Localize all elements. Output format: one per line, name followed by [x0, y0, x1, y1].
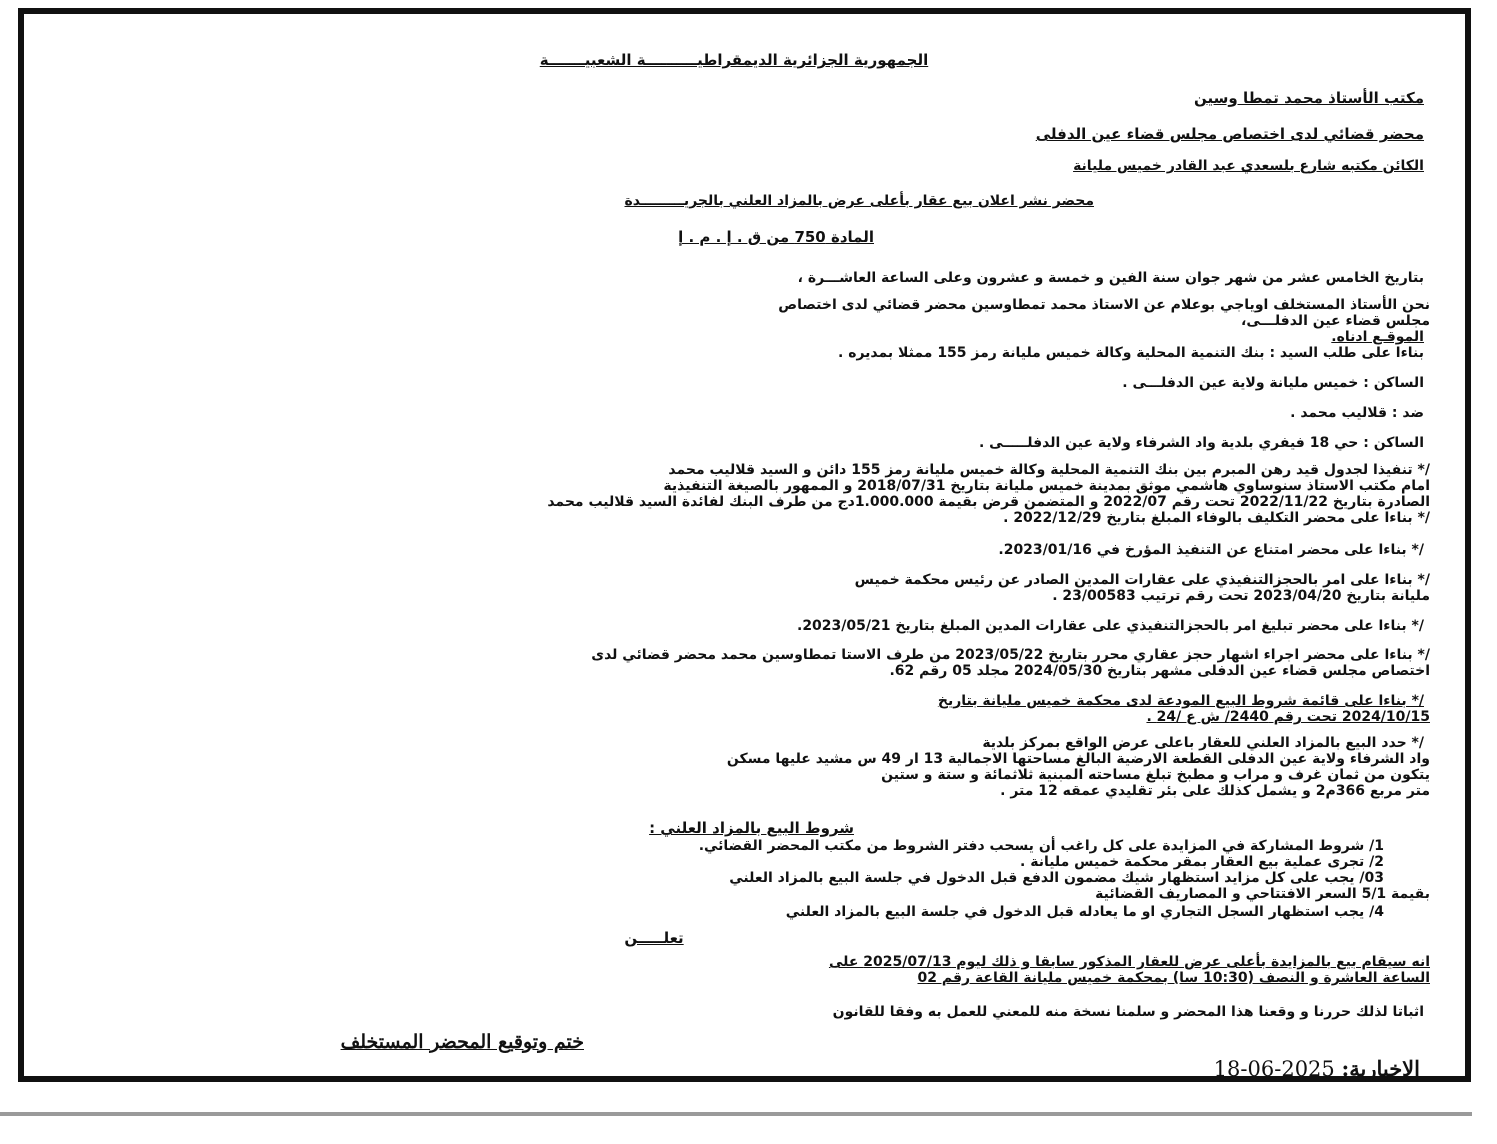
paragraph-mortgage-line3: الصادرة بتاريخ 2022/11/22 تحت رقم 2022/07 و المتضمن قرض بقيمة 1.000.000دج من طرف البنك لفائدة السيد قلاليب محمد: [547, 494, 1430, 510]
paragraph-refusal: /* بناءا على محضر امتناع عن التنفيذ المؤرخ في 2023/01/16.: [998, 542, 1424, 558]
notice-frame: [18, 8, 1471, 1082]
paragraph-mortgage-line1: /* تنفيذا لجدول قيد رهن المبرم بين بنك التنمية المحلية وكالة خميس مليانة رمز 155 دائن و السيد قلاليب محمد: [668, 462, 1430, 478]
paragraph-against: ضد : قلاليب محمد .: [1290, 405, 1424, 421]
legal-notice-document: [64, 42, 1434, 1053]
paragraph-conditions-list-line2: 2024/10/15 تحت رقم 2440/ ش ع /24 .: [1146, 709, 1430, 725]
paragraph-requester-address: الساكن : خميس مليانة ولاية عين الدفلـــى .: [1122, 375, 1424, 391]
publication-date-line: [1214, 1056, 1420, 1081]
paragraph-conditions-list-line1: /* بناءا على قائمة شروط البيع المودعة لدى محكمة خميس مليانة بتاريخ: [937, 693, 1424, 709]
paragraph-mortgage-line4: /* بناءا على محضر التكليف بالوفاء المبلغ بتاريخ 2022/12/29 .: [1003, 510, 1430, 526]
bailiff-signature: ختم وتوقيع المحضر المستخلف: [340, 1031, 584, 1053]
paragraph-publication-line1: /* بناءا على محضر اجراء اشهار حجز عقاري محرر بتاريخ 2023/05/22 من طرف الاستا تمطاوسين محمد محضر قضائي لدى: [591, 647, 1430, 663]
paragraph-debtor-address: الساكن : حي 18 فيفري بلدية واد الشرفاء ولاية عين الدفلـــــى .: [978, 435, 1424, 451]
paragraph-seizure-notice: /* بناءا على محضر تبليغ امر بالحجزالتنفيذي على عقارات المدين المبلغ بتاريخ 2023/05/21.: [796, 618, 1424, 634]
condition-1: 1/ شروط المشاركة في المزايدة على كل راغب أن يسحب دفتر الشروط من مكتب المحضر القضائي.: [698, 838, 1384, 854]
office-name: مكتب الأستاذ محمد تمطا وسين: [1194, 89, 1424, 107]
paragraph-bailiff-line3: الموقـع ادناه.: [1331, 329, 1424, 345]
condition-3: 03/ يجب على كل مزايد استظهار شيك مضمون الدفع قبل الدخول في جلسة البيع بالمزاد العلني: [729, 870, 1384, 886]
announcement-title: تعلـــــن: [624, 929, 684, 947]
bottom-divider: [0, 1112, 1472, 1116]
paragraph-date: بتاريخ الخامس عشر من شهر جوان سنة الفين و خمسة و عشرون وعلى الساعة العاشـــرة ،: [797, 270, 1424, 286]
paragraph-property-line2: واد الشرفاء ولاية عين الدفلى القطعة الارضية البالغ مساحتها الاجمالية 13 ار 49 س مشيد عليها مسكن: [726, 751, 1430, 767]
paragraph-seizure-order-line1: /* بناءا على امر بالحجزالتنفيذي على عقارات المدين الصادر عن رئيس محكمة خميس: [854, 572, 1430, 588]
condition-3-amount: بقيمة 5/1 السعر الافتتاحي و المصاريف القضائية: [1095, 886, 1430, 902]
paragraph-publication-line2: اختصاص مجلس قضاء عين الدفلى مشهر بتاريخ 2024/05/30 مجلد 05 رقم 62.: [889, 663, 1430, 679]
paragraph-property-line4: متر مربع 366م2 و يشمل كذلك على بئر تقليدي عمقه 12 متر .: [1000, 783, 1430, 799]
paragraph-seizure-order-line2: مليانة بتاريخ 2023/04/20 تحت رقم ترتيب 23/00583 .: [1052, 588, 1430, 604]
paragraph-requester: بناءا على طلب السيد : بنك التنمية المحلية وكالة خميس مليانة رمز 155 ممثلا بمديره .: [838, 345, 1424, 361]
article-reference: المادة 750 من ق . إ . م . إ: [678, 228, 874, 246]
condition-2: 2/ تجرى عملية بيع العقار بمقر محكمة خميس مليانة .: [1020, 854, 1384, 870]
paragraph-property-line1: /* حدد البيع بالمزاد العلني للعقار باعلى عرض الواقع بمركز بلدية: [982, 735, 1424, 751]
bailiff-title: محضر قضائي لدى اختصاص مجلس قضاء عين الدفلى: [1035, 125, 1424, 143]
announcement-line2: الساعة العاشرة و النصف (10:30 سا) بمحكمة خميس مليانة القاعة رقم 02: [917, 970, 1430, 986]
publication-label: الإخبارية:: [1341, 1056, 1420, 1081]
republic-heading: الجمهورية الجزائرية الديمقراطيــــــــــة الشعبيـــــــة: [539, 51, 929, 69]
publication-date: 2025-06-18: [1213, 1057, 1335, 1081]
paragraph-property-line3: يتكون من ثمان غرف و مراب و مطبخ تبلغ مساحته المبنية ثلاثمائة و ستة و ستين: [881, 767, 1430, 783]
closing-statement: اثباتا لذلك حررنا و وقعنا هذا المحضر و سلمنا نسخة منه للمعني للعمل به وفقا للقانون: [832, 1004, 1424, 1020]
paragraph-bailiff-line1: نحن الأستاذ المستخلف اوياجي بوعلام عن الاستاذ محمد تمطاوسين محضر قضائي لدى اختصاص: [778, 297, 1430, 313]
office-address: الكائن مكتبه شارع بلسعدي عبد القادر خميس مليانة: [1073, 158, 1424, 174]
minutes-title: محضر نشر اعلان بيع عقار بأعلى عرض بالمزاد العلني بالجريـــــــــدة: [624, 193, 1094, 209]
paragraph-mortgage-line2: امام مكتب الاستاذ سنوساوي هاشمي موثق بمدينة خميس مليانة بتاريخ 2018/07/31 و الممهور بالصيغة التنفيذية: [663, 478, 1430, 494]
paragraph-bailiff-line2: مجلس قضاء عين الدفلـــى،: [1241, 313, 1430, 329]
condition-4: 4/ يجب استظهار السجل التجاري او ما يعادله قبل الدخول في جلسة البيع بالمزاد العلني: [785, 904, 1384, 920]
announcement-line1: انه سيقام بيع بالمزايدة بأعلى عرض للعقار المذكور سابقا و ذلك ليوم 2025/07/13 على: [828, 954, 1430, 970]
conditions-title: شروط البيع بالمزاد العلني :: [649, 819, 854, 837]
